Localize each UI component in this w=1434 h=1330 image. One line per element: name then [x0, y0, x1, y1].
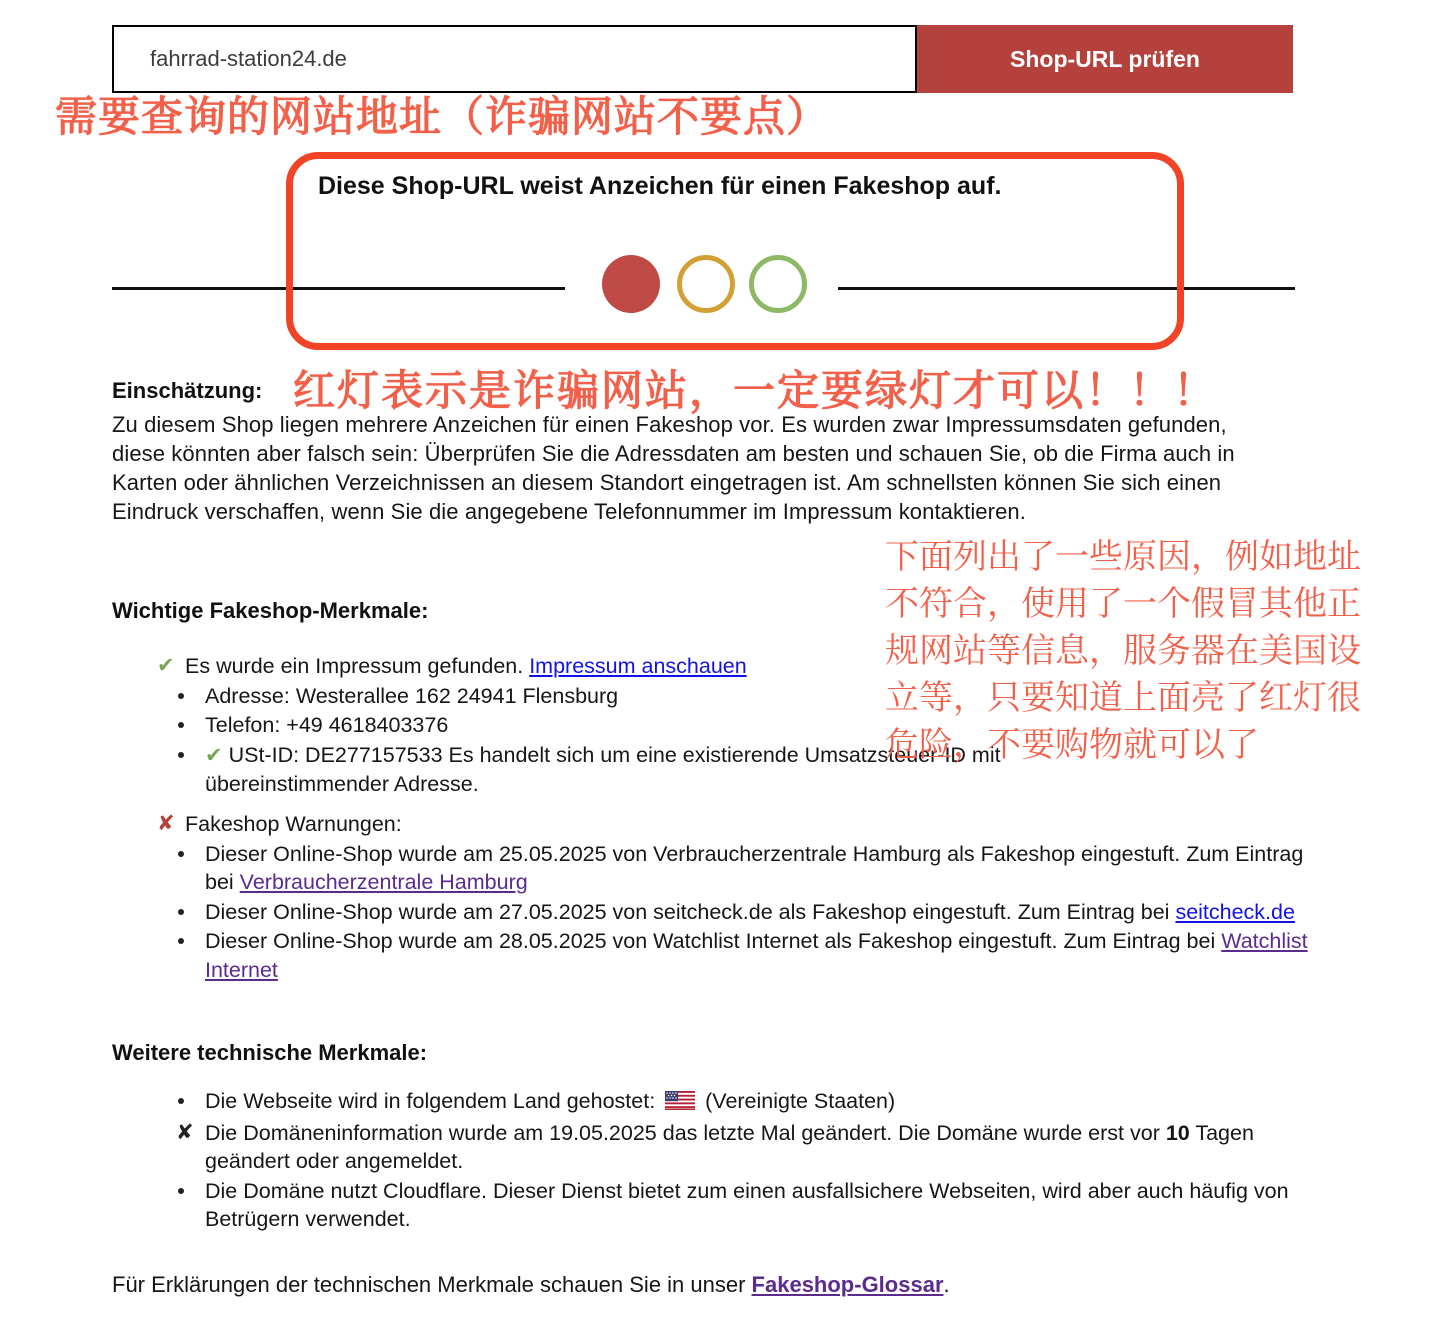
domain-change-text-after: Tagen geändert oder angemeldet.	[205, 1120, 1254, 1173]
warning-item	[112, 898, 1327, 927]
bullet-dot	[178, 693, 184, 699]
hosting-country-item	[112, 1087, 1327, 1118]
assessment-text: Zu diesem Shop liegen mehrere Anzeichen für einen Fakeshop vor. Es wurden zwar Impressumsdaten gefunden, diese könnten aber falsch sein: Überprüfen Sie die Adressdaten am besten und schauen Sie, ob die Firma auch in Karten oder ähnlichen Verzeichnissen an diesem Standort eingetragen ist. Am schnellsten können Sie sich einen Eindruck verschaffen, wenn Sie die angegebene Telefonnummer im Impressum kontaktieren.	[112, 412, 1235, 524]
annotation-top-note: 需要查询的网站地址（诈骗网站不要点）	[55, 93, 830, 140]
annotation-traffic-note: 红灯表示是诈骗网站，一定要绿灯才可以！！！	[293, 367, 1218, 414]
fakeshop-glossar-link[interactable]: Fakeshop-Glossar	[751, 1272, 944, 1297]
glossary-footer	[112, 1272, 950, 1298]
traffic-light-red-icon	[602, 255, 660, 313]
footer-text-after: .	[943, 1272, 950, 1297]
important-features-heading: Wichtige Fakeshop-Merkmale:	[112, 598, 429, 623]
verbraucherzentrale-hamburg-link[interactable]: Verbraucherzentrale Hamburg	[239, 870, 528, 894]
result-banner-title: Diese Shop-URL weist Anzeichen für einen Fakeshop auf.	[318, 172, 1002, 200]
domain-age-days: 10	[1165, 1120, 1190, 1145]
watchlist-internet-link[interactable]: Watchlist Internet	[205, 929, 1308, 982]
address-text: Adresse: Westerallee 162 24941 Flensburg	[205, 683, 619, 708]
bullet-dot	[178, 909, 184, 915]
cloudflare-text: Die Domäne nutzt Cloudflare. Dieser Dienst bietet zum einen ausfallsichere Webseiten, wird aber auch häufig von Betrügern verwendet.	[205, 1178, 1289, 1231]
bullet-dot	[178, 752, 184, 758]
vat-id-text: USt-ID: DE277157533 Es handelt sich um eine existierende Umsatzsteuer-ID mit übereinstimmender Adresse.	[205, 742, 1001, 796]
bullet-dot	[178, 1188, 184, 1194]
cross-icon: ✘	[176, 1120, 194, 1144]
annotation-side-note: 下面列出了一些原因，例如地址不符合，使用了一个假冒其他正规网站等信息，服务器在美国设立等，只要知道上面亮了红灯很危险，不要购物就可以了	[885, 538, 1361, 764]
check-shop-url-button[interactable]: Shop-URL prüfen	[917, 25, 1293, 93]
technical-features-group	[112, 1086, 1327, 1234]
seitcheck-link[interactable]: seitcheck.de	[1175, 899, 1295, 924]
hosting-text-before: Die Webseite wird in folgendem Land gehostet:	[205, 1089, 662, 1113]
check-icon: ✔	[157, 654, 175, 677]
traffic-light-yellow-icon	[677, 255, 735, 313]
warning-item	[112, 840, 1327, 897]
fakeshop-warnings-group	[112, 810, 1327, 984]
domain-change-item	[112, 1119, 1327, 1176]
warning-text: Dieser Online-Shop wurde am 27.05.2025 von seitcheck.de als Fakeshop eingestuft. Zum Eintrag bei	[205, 899, 1176, 924]
bullet-dot	[178, 851, 184, 857]
impressum-link[interactable]: Impressum anschauen	[529, 654, 747, 678]
warning-item	[112, 927, 1327, 984]
impressum-found-text: Es wurde ein Impressum gefunden.	[185, 654, 530, 678]
bullet-dot	[178, 722, 184, 728]
warning-text: Dieser Online-Shop wurde am 28.05.2025 von Watchlist Internet als Fakeshop eingestuft. Zum Eintrag bei	[205, 929, 1222, 953]
technical-features-heading: Weitere technische Merkmale:	[112, 1040, 428, 1065]
warnings-label-item	[112, 810, 1327, 839]
us-flag-icon	[665, 1089, 695, 1118]
bullet-dot	[178, 1098, 184, 1104]
warning-text: Dieser Online-Shop wurde am 25.05.2025 von Verbraucherzentrale Hamburg als Fakeshop eingestuft. Zum Eintrag bei	[205, 841, 1304, 894]
check-icon: ✔	[205, 743, 223, 767]
vat-id-item	[112, 741, 1017, 799]
assessment-heading: Einschätzung:	[112, 378, 263, 403]
hosting-text-after: (Vereinigte Staaten)	[699, 1089, 896, 1113]
cloudflare-item	[112, 1177, 1327, 1234]
traffic-light-green-icon	[749, 255, 807, 313]
bullet-dot	[178, 938, 184, 944]
phone-text: Telefon: +49 4618403376	[205, 713, 449, 737]
domain-change-text-before: Die Domäneninformation wurde am 19.05.2025 das letzte Mal geändert. Die Domäne wurde erst vor	[205, 1120, 1166, 1145]
warnings-label: Fakeshop Warnungen:	[185, 812, 402, 836]
cross-icon: ✘	[157, 812, 175, 835]
footer-text-before: Für Erklärungen der technischen Merkmale schauen Sie in unser	[112, 1272, 752, 1297]
shop-url-input[interactable]	[112, 25, 917, 93]
